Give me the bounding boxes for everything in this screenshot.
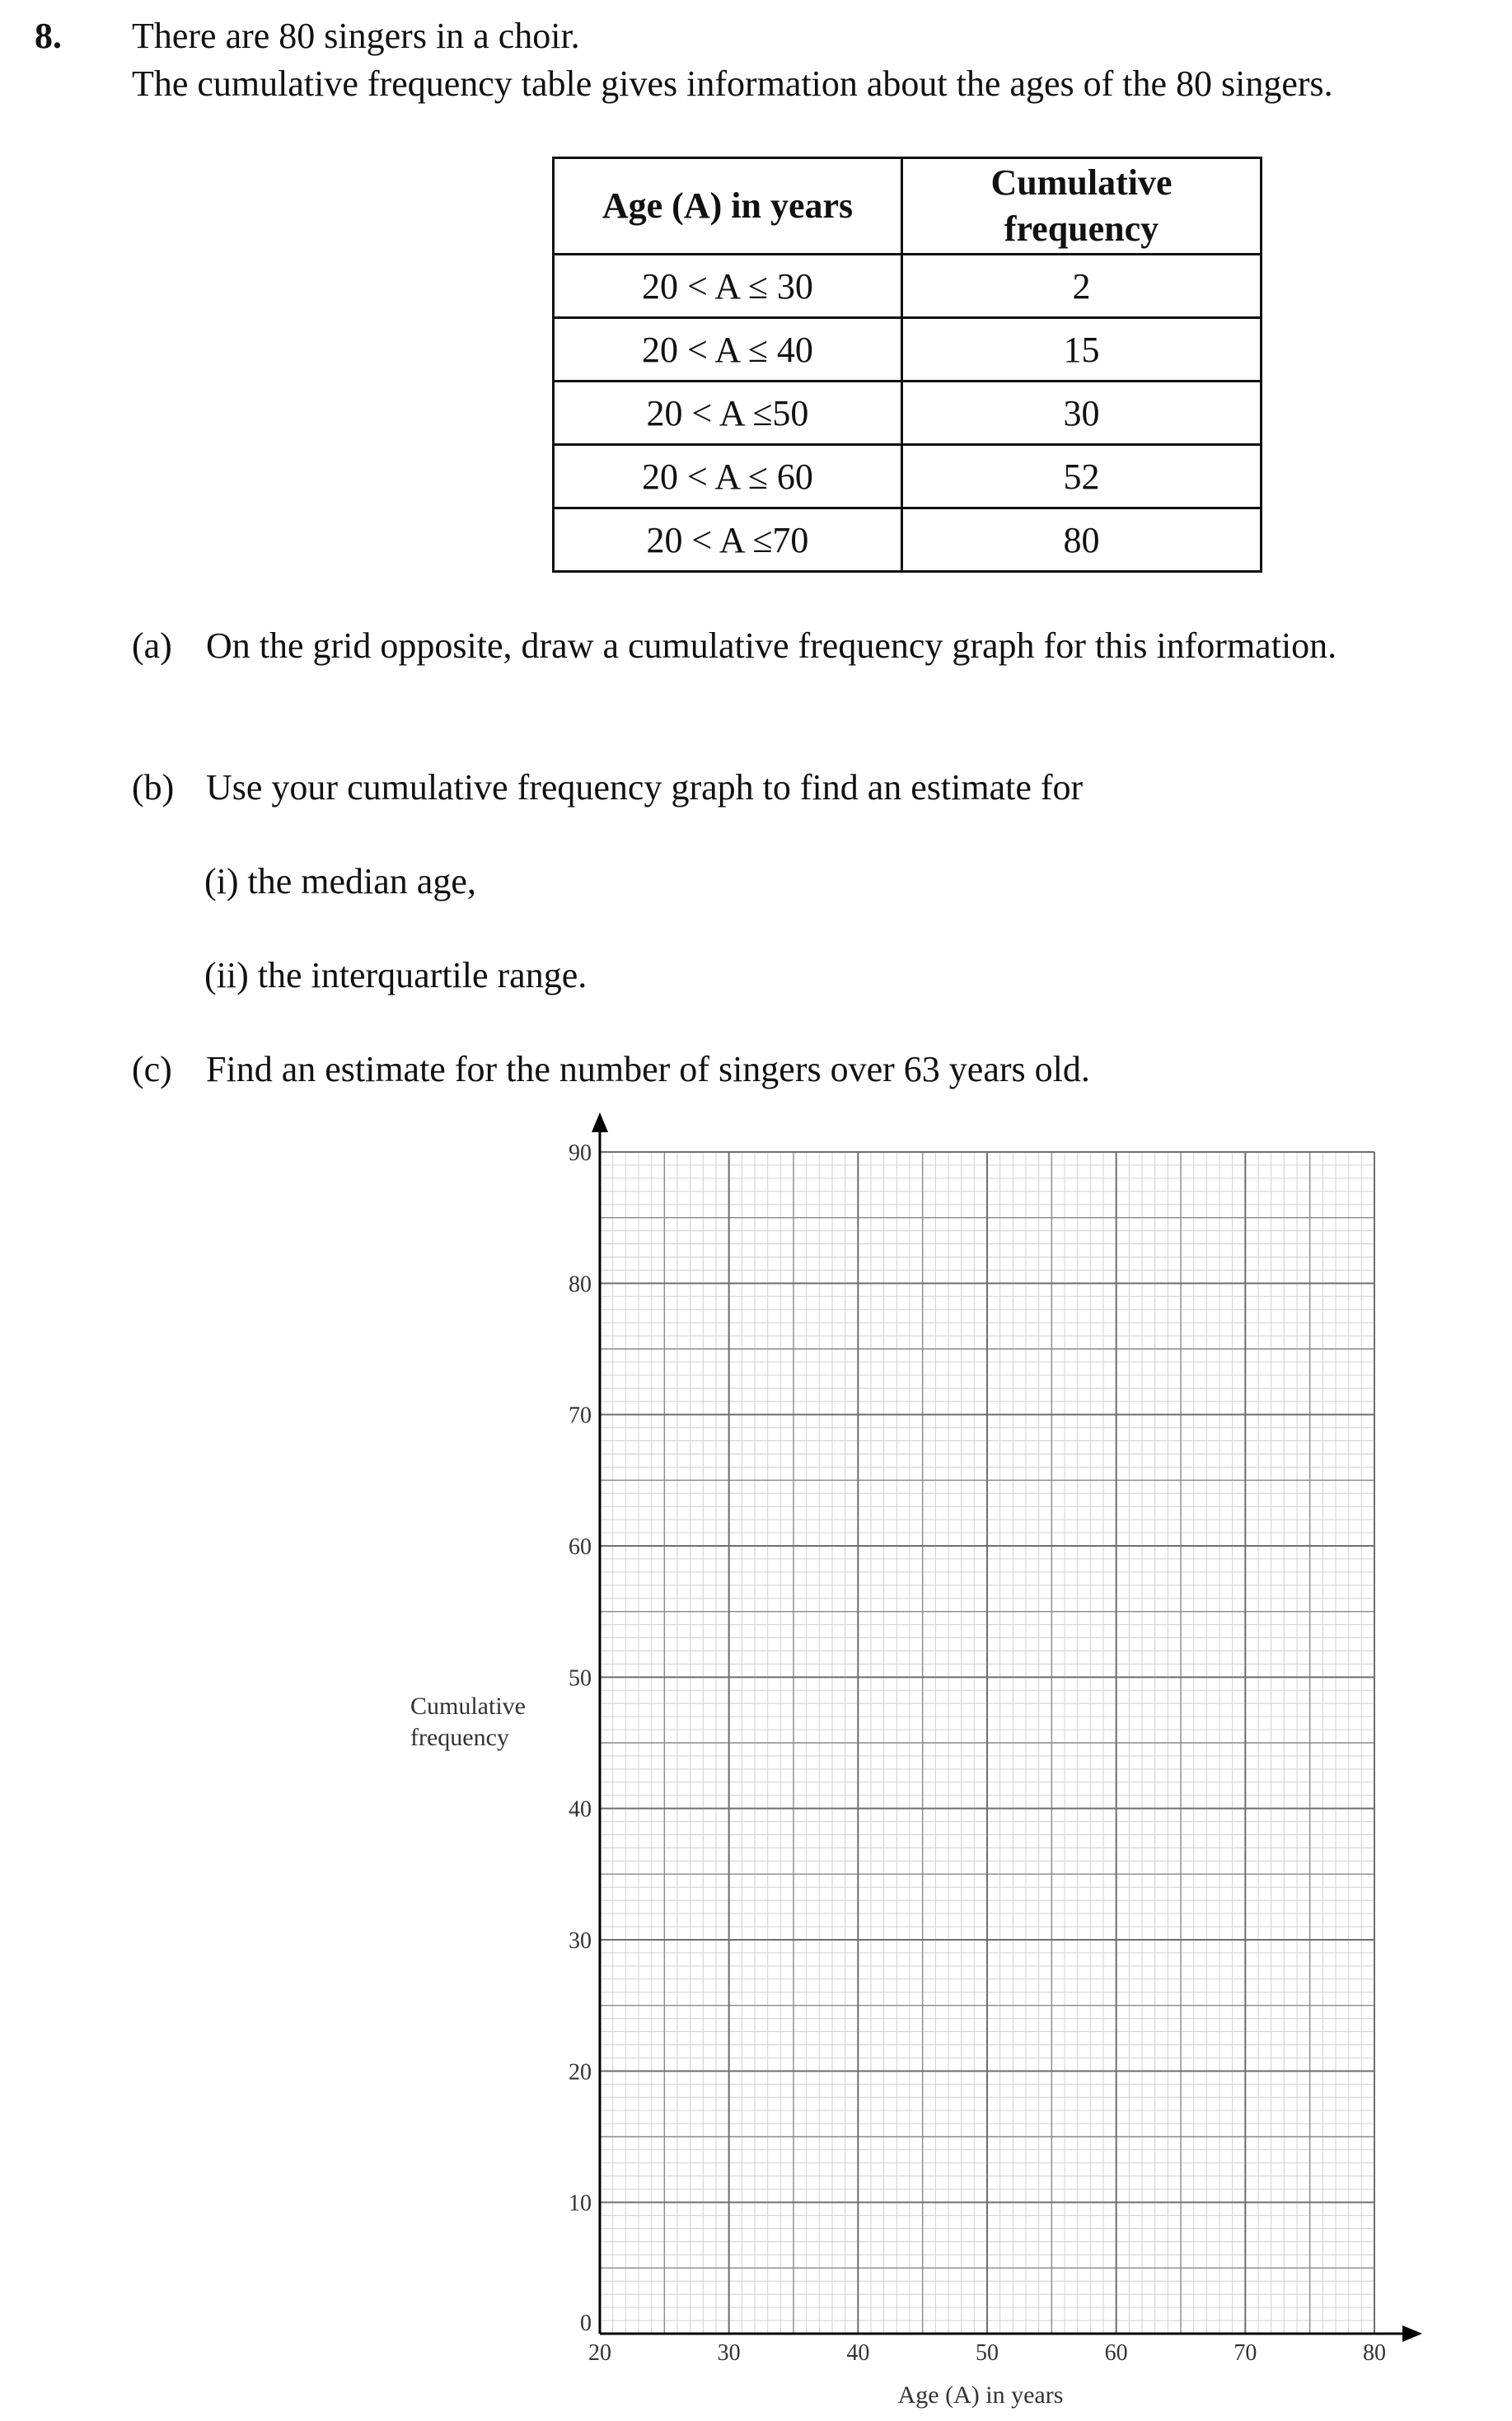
age-cell: 20 < A ≤70 (554, 508, 902, 572)
age-cell: 20 < A ≤ 30 (554, 255, 902, 318)
cf-cell: 30 (902, 382, 1262, 445)
y-axis-arrow (592, 1112, 608, 1132)
y-tick-label: 60 (569, 1534, 592, 1560)
part-b-ii: (ii) the interquartile range. (204, 955, 587, 995)
cf-cell: 52 (902, 445, 1262, 508)
y-tick-label: 40 (569, 1796, 592, 1823)
x-tick-label: 30 (717, 2340, 741, 2366)
table-row (554, 508, 1262, 572)
part-b-label: (b) (132, 767, 175, 808)
table-row (554, 445, 1262, 508)
x-tick-labels (588, 2340, 1386, 2366)
age-cell: 20 < A ≤50 (554, 382, 902, 445)
y-tick-label: 90 (569, 1140, 592, 1166)
x-tick-label: 40 (846, 2340, 870, 2366)
y-tick-label: 10 (569, 2190, 592, 2217)
age-cell: 20 < A ≤ 40 (554, 318, 902, 382)
part-b-text: Use your cumulative frequency graph to find an estimate for (206, 767, 1084, 808)
x-tick-label: 20 (588, 2340, 611, 2366)
y-axis-label-line1: Cumulative (410, 1693, 526, 1720)
table-row (554, 382, 1262, 445)
y-axis-label-line2: frequency (410, 1724, 509, 1751)
x-tick-label: 60 (1104, 2340, 1128, 2366)
question-intro-line1: There are 80 singers in a choir. (132, 16, 580, 56)
cumulative-frequency-grid (0, 1096, 1512, 2421)
y-tick-label: 30 (569, 1928, 592, 1954)
part-a-text: On the grid opposite, draw a cumulative frequency graph for this information. (206, 625, 1337, 666)
table-row (554, 318, 1262, 382)
question-number: 8. (35, 16, 62, 56)
header-age (554, 158, 902, 255)
header-cf-line1: Cumulative (990, 162, 1173, 203)
part-b-i: (i) the median age, (204, 861, 476, 901)
cf-cell: 2 (902, 255, 1262, 318)
x-tick-label: 50 (976, 2340, 999, 2366)
question-intro-line2: The cumulative frequency table gives information about the ages of the 80 singers. (132, 63, 1333, 104)
y-tick-labels (569, 1140, 592, 2336)
x-axis-arrow (1402, 2325, 1422, 2342)
y-tick-label: 20 (569, 2059, 592, 2086)
cumulative-frequency-table (552, 157, 1262, 573)
x-axis-label: Age (A) in years (897, 2381, 1064, 2409)
header-cf-line2: frequency (1004, 208, 1159, 249)
y-tick-label: 0 (580, 2311, 592, 2336)
part-a-label: (a) (132, 625, 172, 666)
table-row (554, 255, 1262, 318)
header-age-label: Age (A) in years (602, 185, 854, 226)
header-cumulative-frequency (902, 158, 1262, 255)
x-tick-label: 70 (1233, 2340, 1257, 2366)
y-tick-label: 70 (569, 1402, 592, 1429)
part-c-text: Find an estimate for the number of singers over 63 years old. (206, 1049, 1090, 1089)
cf-cell: 80 (902, 508, 1262, 572)
y-tick-label: 80 (569, 1271, 592, 1298)
cf-cell: 15 (902, 318, 1262, 382)
part-c-label: (c) (132, 1049, 172, 1089)
table-header-row (554, 158, 1262, 255)
y-tick-label: 50 (569, 1665, 592, 1692)
x-tick-label: 80 (1363, 2340, 1386, 2366)
age-cell: 20 < A ≤ 60 (554, 445, 902, 508)
